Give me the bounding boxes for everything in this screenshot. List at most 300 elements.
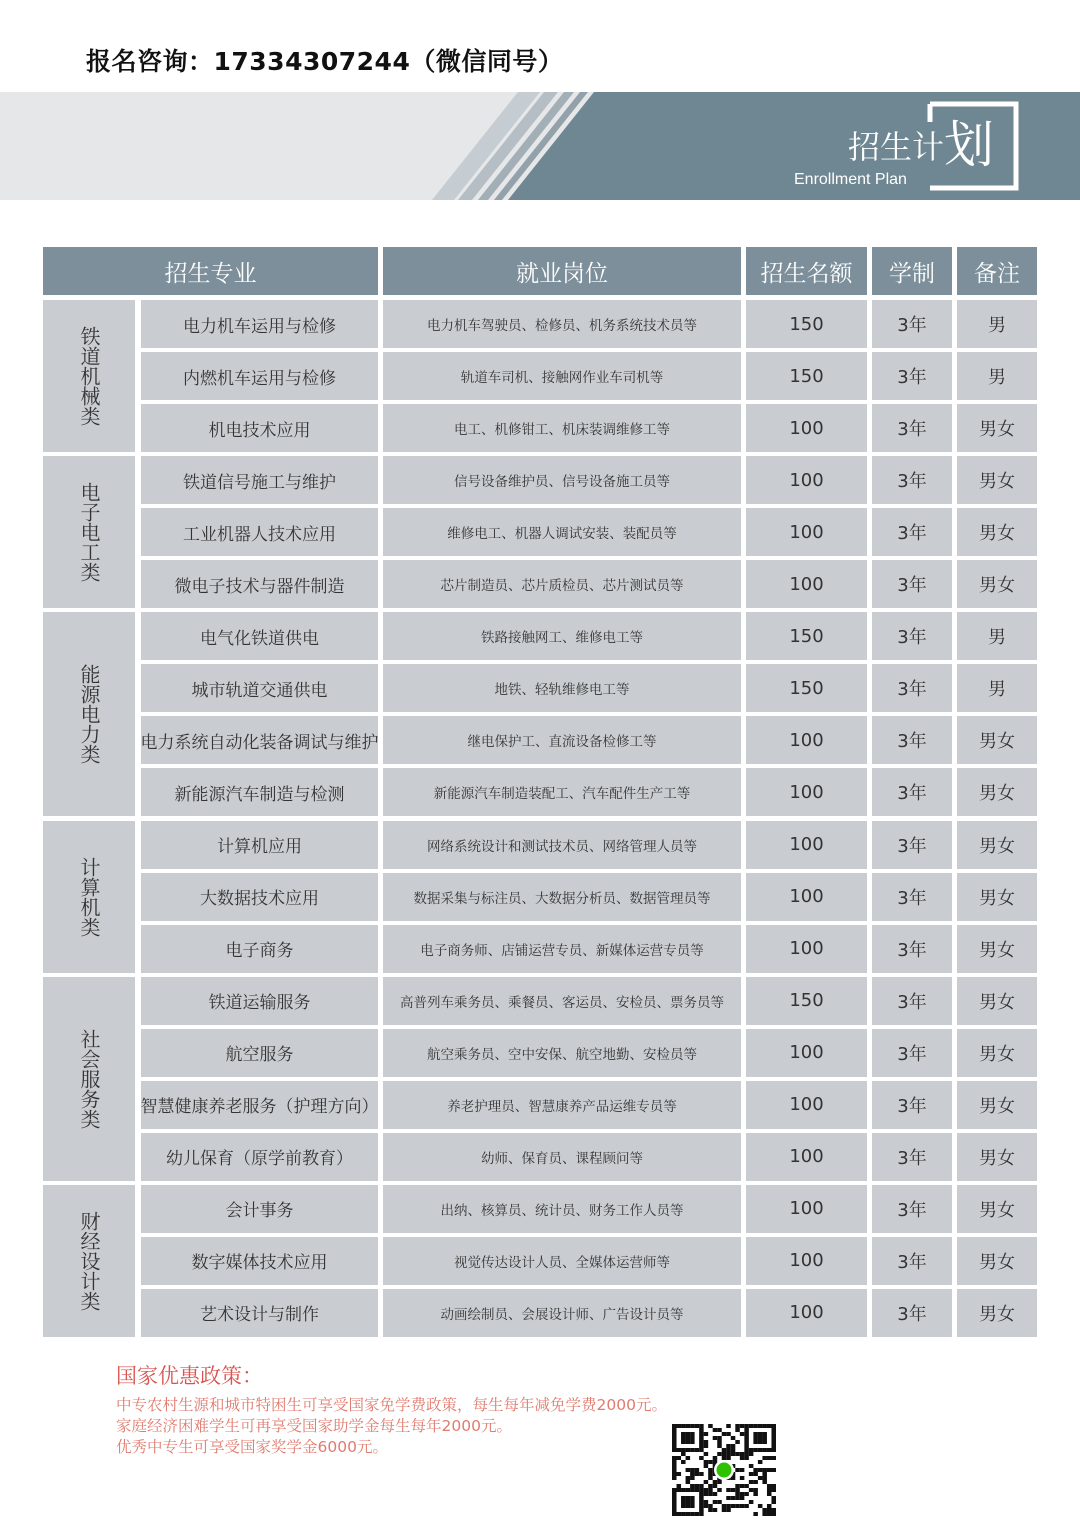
qr-module <box>690 1484 695 1488</box>
qr-module <box>704 1440 709 1444</box>
qr-module <box>771 1444 776 1448</box>
length-cell-text: 3年 <box>897 367 927 389</box>
qr-module <box>681 1440 686 1444</box>
qr-module <box>771 1500 776 1504</box>
qr-module <box>690 1432 695 1436</box>
qr-module <box>753 1436 758 1440</box>
qr-module <box>672 1456 677 1460</box>
qr-module <box>744 1444 749 1448</box>
qr-module <box>681 1424 686 1428</box>
note-cell-text: 男女 <box>979 523 1015 545</box>
qr-module <box>699 1496 704 1500</box>
jobs-cell <box>383 456 741 504</box>
qr-module <box>749 1448 754 1452</box>
quota-cell <box>746 768 867 816</box>
qr-module <box>695 1488 700 1492</box>
quota-cell <box>746 612 867 660</box>
qr-module <box>753 1472 758 1476</box>
qr-module <box>726 1488 731 1492</box>
major-cell-text: 会计事务 <box>225 1201 294 1222</box>
qr-module <box>767 1456 772 1460</box>
qr-module <box>699 1492 704 1496</box>
qr-module <box>758 1504 763 1508</box>
note-cell <box>957 925 1037 973</box>
qr-module <box>681 1496 686 1500</box>
qr-module <box>672 1496 677 1500</box>
jobs-cell-text: 新能源汽车制造装配工、汽车配件生产工等 <box>433 786 691 803</box>
qr-module <box>735 1484 740 1488</box>
qr-module <box>704 1444 709 1448</box>
quota-cell <box>746 1289 867 1337</box>
quota-cell-text: 100 <box>789 417 824 439</box>
length-cell-text: 3年 <box>897 1095 927 1117</box>
major-cell-text: 城市轨道交通供电 <box>191 680 328 701</box>
note-cell <box>957 768 1037 816</box>
qr-module <box>771 1448 776 1452</box>
note-cell <box>957 1081 1037 1129</box>
qr-module <box>758 1424 763 1428</box>
qr-module <box>677 1424 682 1428</box>
jobs-cell <box>383 1185 741 1233</box>
note-cell-text: 男女 <box>979 575 1015 597</box>
qr-module <box>672 1440 677 1444</box>
note-cell <box>957 352 1037 400</box>
major-cell <box>141 664 378 712</box>
major-cell-text: 计算机应用 <box>217 837 302 857</box>
wechat-qr-icon <box>672 1424 776 1516</box>
note-cell <box>957 404 1037 452</box>
qr-module <box>686 1512 691 1516</box>
qr-module <box>708 1468 713 1472</box>
note-cell <box>957 821 1037 869</box>
qr-module <box>717 1480 722 1484</box>
qr-module <box>690 1488 695 1492</box>
qr-module <box>740 1504 745 1508</box>
qr-module <box>749 1452 754 1456</box>
qr-module <box>713 1484 718 1488</box>
qr-module <box>744 1484 749 1488</box>
quota-cell-text: 100 <box>789 1302 824 1324</box>
qr-module <box>753 1488 758 1492</box>
qr-module <box>722 1456 727 1460</box>
jobs-cell-text: 地铁、轻轨维修电工等 <box>494 682 630 699</box>
jobs-cell <box>383 508 741 556</box>
quota-cell-text: 150 <box>789 677 824 699</box>
qr-module <box>767 1424 772 1428</box>
note-cell-text: 男女 <box>979 1095 1015 1117</box>
qr-module <box>758 1460 763 1464</box>
qr-module <box>672 1512 677 1516</box>
qr-module <box>753 1480 758 1484</box>
jobs-cell <box>383 977 741 1025</box>
jobs-cell <box>383 1289 741 1337</box>
major-cell-text: 电子商务 <box>225 941 294 962</box>
length-cell-text: 3年 <box>897 887 927 909</box>
jobs-cell <box>383 560 741 608</box>
qr-module <box>735 1452 740 1456</box>
qr-module <box>699 1472 704 1476</box>
note-cell-text: 男 <box>988 679 1006 701</box>
note-cell-text: 男女 <box>979 783 1015 805</box>
length-cell-text: 3年 <box>897 1147 927 1169</box>
qr-module <box>771 1440 776 1444</box>
policy-line: 家庭经济困难学生可再享受国家助学金每生每年2000元。 <box>116 1417 512 1435</box>
qr-module <box>699 1508 704 1512</box>
qr-module <box>713 1456 718 1460</box>
qr-module <box>758 1440 763 1444</box>
major-cell <box>141 508 378 556</box>
qr-module <box>672 1492 677 1496</box>
jobs-cell <box>383 821 741 869</box>
qr-module <box>753 1468 758 1472</box>
qr-module <box>708 1488 713 1492</box>
qr-module <box>686 1440 691 1444</box>
qr-module <box>767 1484 772 1488</box>
qr-module <box>672 1468 677 1472</box>
qr-module <box>686 1500 691 1504</box>
jobs-cell-text: 视觉传达设计人员、全媒体运营师等 <box>454 1254 670 1271</box>
jobs-cell-text: 电工、机修钳工、机床装调维修工等 <box>454 422 670 439</box>
qr-module <box>767 1508 772 1512</box>
jobs-cell-text: 养老护理员、智慧康养产品运维专员等 <box>447 1098 677 1115</box>
length-cell-text: 3年 <box>897 523 927 545</box>
jobs-cell-text: 铁路接触网工、维修电工等 <box>481 630 643 647</box>
qr-module <box>744 1432 749 1436</box>
major-cell <box>141 768 378 816</box>
qr-module <box>672 1508 677 1512</box>
qr-module <box>713 1480 718 1484</box>
note-cell-text: 男女 <box>979 731 1015 753</box>
length-cell <box>872 1289 952 1337</box>
major-cell-text: 电力系统自动化装备调试与维护 <box>141 732 378 753</box>
qr-module <box>758 1476 763 1480</box>
qr-module <box>771 1468 776 1472</box>
quota-cell <box>746 404 867 452</box>
qr-module <box>699 1448 704 1452</box>
qr-module <box>740 1432 745 1436</box>
header-jobs <box>383 247 741 295</box>
qr-module <box>672 1432 677 1436</box>
note-cell-text: 男女 <box>979 1147 1015 1169</box>
header-major <box>43 247 378 295</box>
qr-module <box>699 1436 704 1440</box>
qr-module <box>731 1436 736 1440</box>
jobs-cell <box>383 1133 741 1181</box>
major-cell <box>141 560 378 608</box>
length-cell <box>872 925 952 973</box>
qr-module <box>699 1500 704 1504</box>
qr-module <box>699 1484 704 1488</box>
qr-module <box>708 1484 713 1488</box>
major-cell-text: 幼儿保育（原学前教育） <box>166 1149 353 1170</box>
qr-module <box>681 1448 686 1452</box>
qr-module <box>753 1512 758 1516</box>
qr-module <box>686 1424 691 1428</box>
qr-module <box>681 1452 686 1456</box>
qr-module <box>695 1448 700 1452</box>
note-cell-text: 男女 <box>979 1199 1015 1221</box>
major-cell <box>141 352 378 400</box>
qr-module <box>686 1432 691 1436</box>
qr-module <box>762 1480 767 1484</box>
qr-module <box>726 1424 731 1428</box>
jobs-cell-text: 电子商务师、店铺运营专员、新媒体运营专员等 <box>420 942 704 959</box>
qr-module <box>735 1504 740 1508</box>
major-cell-text: 智慧健康养老服务（护理方向） <box>141 1097 378 1118</box>
qr-module <box>708 1460 713 1464</box>
jobs-cell <box>383 404 741 452</box>
note-cell-text: 男女 <box>979 1303 1015 1325</box>
qr-module <box>717 1500 722 1504</box>
qr-module <box>672 1464 677 1468</box>
quota-cell-text: 150 <box>789 313 824 335</box>
qr-module <box>713 1492 718 1496</box>
jobs-cell <box>383 768 741 816</box>
quota-cell-text: 100 <box>789 469 824 491</box>
quota-cell <box>746 821 867 869</box>
policy-title: 国家优惠政策： <box>116 1364 263 1388</box>
qr-module <box>726 1496 731 1500</box>
major-cell <box>141 1237 378 1285</box>
qr-module <box>726 1456 731 1460</box>
qr-module <box>771 1488 776 1492</box>
qr-module <box>672 1500 677 1504</box>
jobs-cell-text: 维修电工、机器人调试安装、装配员等 <box>447 526 677 543</box>
qr-module <box>726 1432 731 1436</box>
qr-module <box>735 1496 740 1500</box>
quota-cell-text: 100 <box>789 938 824 960</box>
major-cell <box>141 300 378 348</box>
quota-cell-text: 150 <box>789 365 824 387</box>
qr-module <box>686 1476 691 1480</box>
major-cell-text: 电气化铁道供电 <box>200 628 319 649</box>
qr-module <box>758 1436 763 1440</box>
qr-module <box>717 1488 722 1492</box>
qr-module <box>726 1504 731 1508</box>
header-quota-text: 招生名额 <box>760 260 853 287</box>
qr-module <box>704 1460 709 1464</box>
major-cell <box>141 821 378 869</box>
jobs-cell-text: 动画绘制员、会展设计师、广告设计员等 <box>440 1306 684 1323</box>
qr-module <box>672 1436 677 1440</box>
category-label <box>43 977 135 1181</box>
qr-module <box>677 1512 682 1516</box>
qr-module <box>762 1440 767 1444</box>
major-cell <box>141 1029 378 1077</box>
major-cell <box>141 1185 378 1233</box>
qr-module <box>722 1448 727 1452</box>
quota-cell <box>746 508 867 556</box>
quota-cell <box>746 352 867 400</box>
qr-module <box>695 1472 700 1476</box>
qr-module <box>726 1448 731 1452</box>
qr-module <box>771 1508 776 1512</box>
qr-module <box>749 1488 754 1492</box>
qr-module <box>749 1500 754 1504</box>
qr-module <box>735 1492 740 1496</box>
qr-module <box>690 1512 695 1516</box>
major-cell-text: 内燃机车运用与检修 <box>183 368 336 389</box>
qr-module <box>672 1472 677 1476</box>
major-cell-text: 艺术设计与制作 <box>200 1305 319 1326</box>
length-cell <box>872 300 952 348</box>
note-cell <box>957 612 1037 660</box>
qr-module <box>681 1500 686 1504</box>
major-cell-text: 电力机车运用与检修 <box>183 316 336 337</box>
qr-module <box>731 1444 736 1448</box>
qr-module <box>731 1496 736 1500</box>
qr-module <box>681 1460 686 1464</box>
header-note-text: 备注 <box>974 260 1020 287</box>
qr-module <box>690 1424 695 1428</box>
jobs-cell <box>383 1029 741 1077</box>
category-label <box>43 300 135 452</box>
jobs-cell <box>383 612 741 660</box>
category-label-text: 财经设计类 <box>77 1210 101 1311</box>
qr-module <box>690 1496 695 1500</box>
quota-cell-text: 100 <box>789 729 824 751</box>
qr-module <box>681 1432 686 1436</box>
length-cell <box>872 716 952 764</box>
qr-module <box>699 1432 704 1436</box>
qr-module <box>762 1476 767 1480</box>
jobs-cell-text: 高普列车乘务员、乘餐员、客运员、安检员、票务员等 <box>400 994 724 1011</box>
qr-module <box>677 1448 682 1452</box>
note-cell <box>957 1133 1037 1181</box>
qr-module <box>686 1456 691 1460</box>
qr-module <box>681 1504 686 1508</box>
qr-module <box>722 1504 727 1508</box>
qr-module <box>767 1448 772 1452</box>
qr-module <box>708 1472 713 1476</box>
qr-module <box>731 1504 736 1508</box>
qr-module <box>740 1468 745 1472</box>
category-label <box>43 1185 135 1337</box>
category-label-text: 电子电工类 <box>77 482 101 583</box>
qr-module <box>699 1512 704 1516</box>
qr-module <box>704 1452 709 1456</box>
qr-module <box>713 1500 718 1504</box>
note-cell <box>957 1289 1037 1337</box>
qr-module <box>771 1432 776 1436</box>
note-cell-text: 男 <box>988 367 1006 389</box>
qr-module <box>735 1440 740 1444</box>
length-cell <box>872 664 952 712</box>
length-cell-text: 3年 <box>897 835 927 857</box>
qr-module <box>677 1488 682 1492</box>
length-cell-text: 3年 <box>897 1199 927 1221</box>
qr-module <box>699 1504 704 1508</box>
qr-module <box>740 1496 745 1500</box>
qr-module <box>681 1512 686 1516</box>
qr-module <box>771 1496 776 1500</box>
qr-module <box>717 1428 722 1432</box>
major-cell <box>141 977 378 1025</box>
note-cell-text: 男女 <box>979 939 1015 961</box>
major-cell <box>141 404 378 452</box>
quota-cell <box>746 977 867 1025</box>
qr-module <box>681 1488 686 1492</box>
policy-line: 中专农村生源和城市特困生可享受国家免学费政策，每生每年减免学费2000元。 <box>116 1396 667 1414</box>
length-cell <box>872 977 952 1025</box>
length-cell-text: 3年 <box>897 471 927 493</box>
category-label <box>43 821 135 973</box>
qr-module <box>767 1504 772 1508</box>
qr-module <box>771 1456 776 1460</box>
jobs-cell <box>383 925 741 973</box>
length-cell-text: 3年 <box>897 991 927 1013</box>
length-cell-text: 3年 <box>897 1043 927 1065</box>
qr-module <box>771 1428 776 1432</box>
qr-module <box>699 1444 704 1448</box>
quota-cell-text: 100 <box>789 573 824 595</box>
major-cell-text: 新能源汽车制造与检测 <box>174 784 345 805</box>
quota-cell-text: 100 <box>789 886 824 908</box>
jobs-cell <box>383 1237 741 1285</box>
qr-module <box>672 1476 677 1480</box>
quota-cell-text: 100 <box>789 1198 824 1220</box>
qr-module <box>735 1428 740 1432</box>
quota-cell <box>746 300 867 348</box>
category-label-text: 社会服务类 <box>77 1028 101 1129</box>
qr-module <box>695 1512 700 1516</box>
qr-module <box>744 1456 749 1460</box>
qr-module <box>722 1452 727 1456</box>
qr-module <box>771 1436 776 1440</box>
banner-title-main: 招生计 <box>848 128 945 166</box>
qr-module <box>771 1424 776 1428</box>
quota-cell-text: 100 <box>789 781 824 803</box>
qr-module <box>717 1440 722 1444</box>
qr-module <box>762 1448 767 1452</box>
length-cell-text: 3年 <box>897 1251 927 1273</box>
qr-module <box>758 1448 763 1452</box>
note-cell <box>957 508 1037 556</box>
major-cell <box>141 716 378 764</box>
length-cell <box>872 508 952 556</box>
quota-cell <box>746 716 867 764</box>
qr-module <box>744 1504 749 1508</box>
major-cell-text: 机电技术应用 <box>208 420 311 441</box>
qr-module <box>744 1436 749 1440</box>
major-cell <box>141 873 378 921</box>
quota-cell <box>746 1081 867 1129</box>
qr-module <box>731 1452 736 1456</box>
length-cell-text: 3年 <box>897 419 927 441</box>
quota-cell <box>746 560 867 608</box>
major-cell <box>141 456 378 504</box>
qr-module <box>704 1480 709 1484</box>
qr-module <box>713 1508 718 1512</box>
major-cell-text: 铁道信号施工与维护 <box>183 472 336 493</box>
major-cell <box>141 1133 378 1181</box>
qr-module <box>677 1456 682 1460</box>
length-cell <box>872 456 952 504</box>
qr-module <box>704 1492 709 1496</box>
major-cell <box>141 1081 378 1129</box>
jobs-cell <box>383 352 741 400</box>
quota-cell <box>746 1237 867 1285</box>
qr-module <box>690 1472 695 1476</box>
qr-module <box>749 1464 754 1468</box>
major-cell-text: 航空服务 <box>225 1045 294 1066</box>
qr-module <box>686 1488 691 1492</box>
length-cell-text: 3年 <box>897 627 927 649</box>
length-cell <box>872 873 952 921</box>
jobs-cell-text: 信号设备维护员、信号设备施工员等 <box>454 474 670 491</box>
quota-cell-text: 100 <box>789 834 824 855</box>
quota-cell-text: 100 <box>789 521 824 543</box>
